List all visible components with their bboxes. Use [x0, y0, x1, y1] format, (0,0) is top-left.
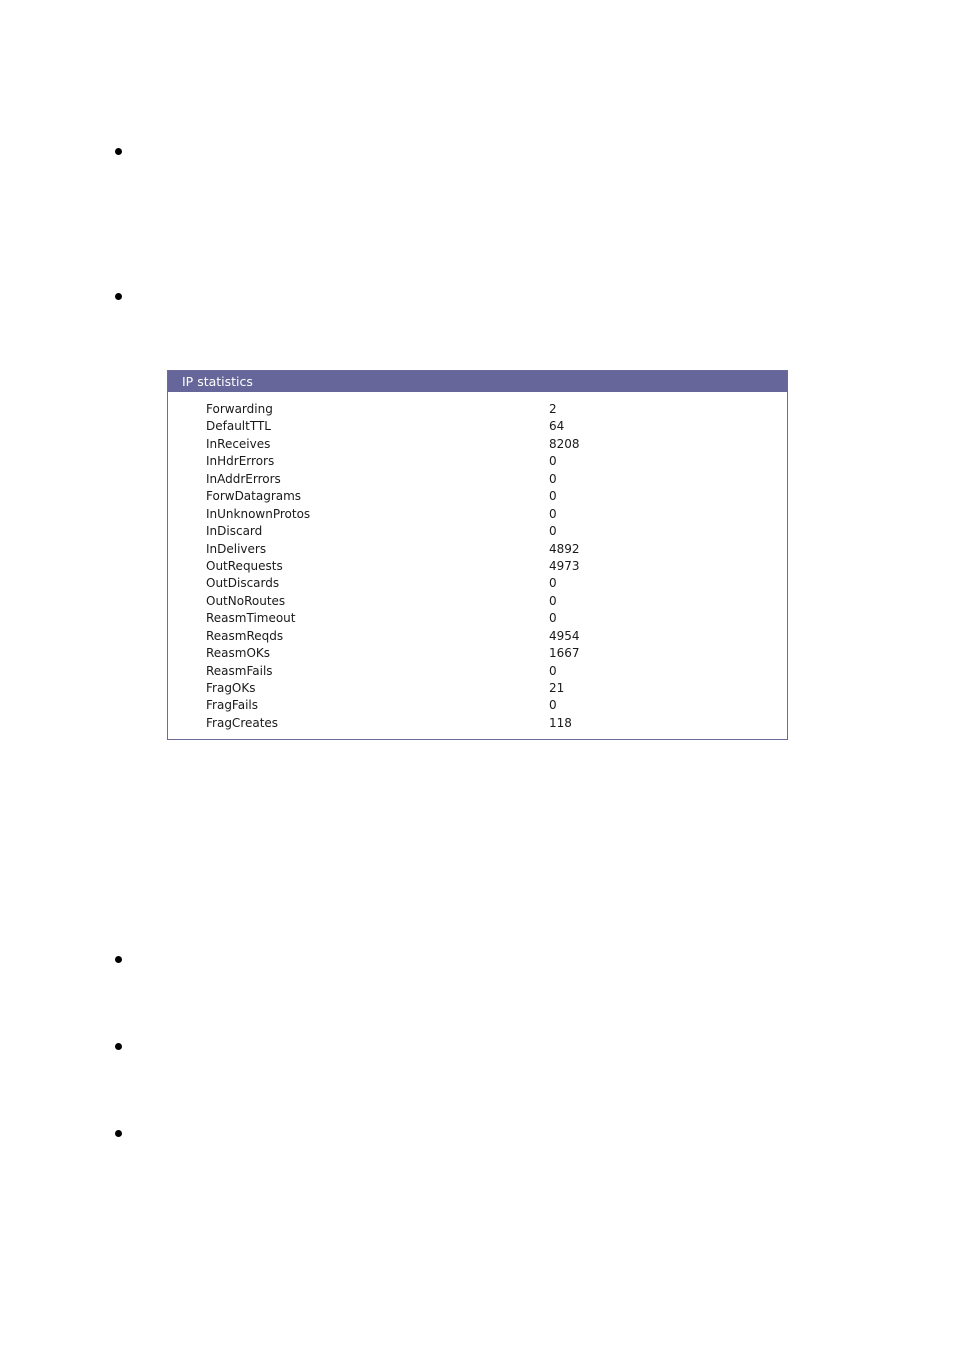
table-row — [206, 436, 787, 453]
stat-name: ForwDatagrams — [206, 489, 302, 504]
table-row — [206, 506, 787, 523]
table-row — [206, 628, 787, 645]
stat-value: 1667 — [549, 646, 580, 661]
stat-name: OutNoRoutes — [206, 593, 286, 608]
table-row — [206, 680, 787, 697]
panel-title: IP statistics — [168, 371, 787, 392]
stat-value: 21 — [549, 681, 565, 695]
stat-name: DefaultTTL — [206, 419, 271, 434]
stat-name: ReasmFails — [206, 663, 273, 678]
bullet-icon — [115, 148, 122, 155]
stat-name: FragCreates — [206, 715, 279, 730]
stat-value: 0 — [549, 489, 557, 504]
stat-name: ReasmTimeout — [206, 611, 296, 626]
stat-name: OutDiscards — [206, 576, 280, 591]
stat-name: FragOKs — [206, 681, 256, 695]
stat-value: 0 — [549, 576, 557, 591]
stat-name: InAddrErrors — [206, 471, 281, 486]
stat-name: ReasmOKs — [206, 646, 271, 661]
stat-name: InDelivers — [206, 541, 267, 556]
table-row — [206, 471, 787, 488]
stat-value: 4973 — [549, 558, 580, 573]
stat-name: InHdrErrors — [206, 454, 275, 469]
stat-value: 0 — [549, 524, 557, 539]
stat-value: 0 — [549, 593, 557, 608]
stat-name: FragFails — [206, 698, 259, 713]
stat-value: 4954 — [549, 628, 580, 643]
table-row — [206, 663, 787, 680]
table-row — [206, 488, 787, 505]
bullet-icon — [115, 293, 122, 300]
table-row — [206, 453, 787, 470]
stat-name: Forwarding — [206, 402, 273, 416]
stat-value: 0 — [549, 454, 557, 469]
stat-value: 4892 — [549, 541, 580, 556]
stat-value: 0 — [549, 663, 557, 678]
stat-value: 8208 — [549, 436, 580, 451]
table-row — [206, 593, 787, 610]
stats-table — [206, 401, 787, 732]
table-row — [206, 401, 787, 418]
stat-value: 0 — [549, 698, 557, 713]
bullet-icon — [115, 956, 122, 963]
stat-value: 64 — [549, 419, 565, 434]
stat-name: InReceives — [206, 436, 271, 451]
table-row — [206, 645, 787, 662]
stat-value: 0 — [549, 471, 557, 486]
table-row — [206, 610, 787, 627]
table-row — [206, 575, 787, 592]
stat-name: InUnknownProtos — [206, 506, 311, 521]
stat-value: 0 — [549, 611, 557, 626]
stat-name: ReasmReqds — [206, 628, 284, 643]
bullet-icon — [115, 1130, 122, 1137]
bullet-icon — [115, 1043, 122, 1050]
table-row — [206, 541, 787, 558]
table-row — [206, 715, 787, 732]
table-row — [206, 558, 787, 575]
table-row — [206, 418, 787, 435]
stat-value: 118 — [549, 715, 572, 730]
stat-name: InDiscard — [206, 524, 263, 539]
ip-statistics-panel — [167, 370, 788, 740]
stat-name: OutRequests — [206, 558, 283, 573]
stat-value: 0 — [549, 506, 557, 521]
table-row — [206, 697, 787, 714]
stat-value: 2 — [549, 402, 557, 416]
table-row — [206, 523, 787, 540]
